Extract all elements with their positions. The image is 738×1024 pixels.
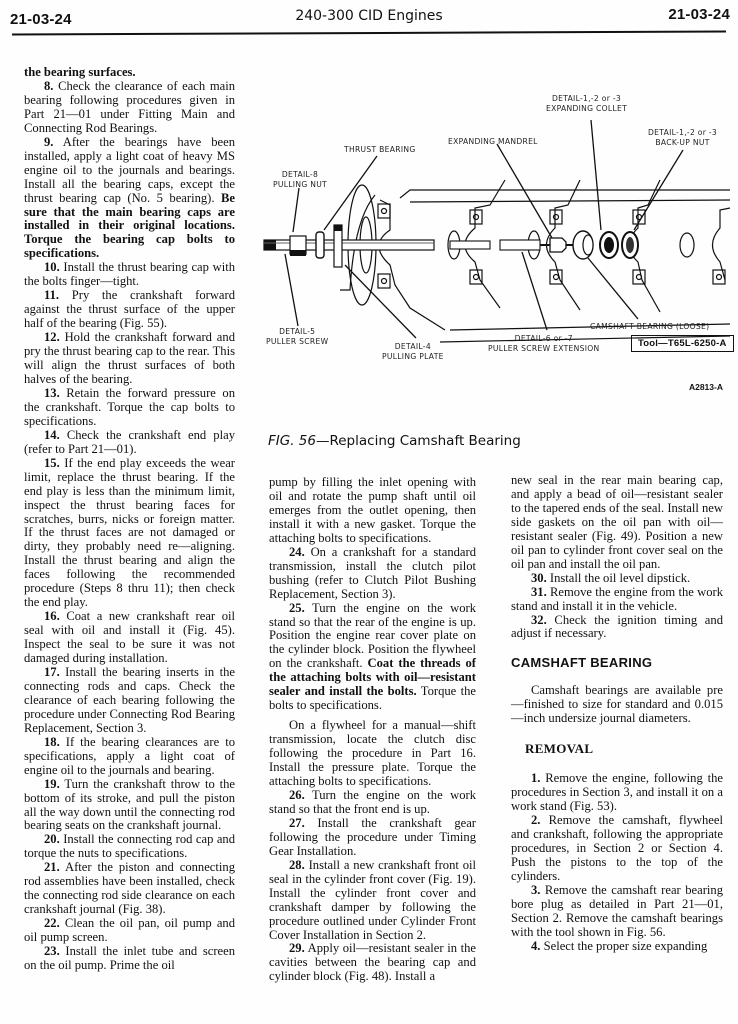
step-17	[24, 666, 235, 736]
step-text: Check the ignition timing and adjust if necessary.	[511, 612, 723, 641]
step-23	[24, 945, 235, 973]
label-line: DETAIL-1,-2 or -3	[551, 94, 622, 103]
step-number: 1.	[531, 771, 541, 786]
label-thrust-bearing: THRUST BEARING	[344, 145, 416, 154]
step-text: Remove the camshaft rear bearing bore plug as detailed in Part 21—01, Section 2. Remove the camshaft bearings with the tool shown in Fig. 56.	[511, 882, 723, 939]
step-text: Install the connecting rod cap and torque the nuts to specifications.	[24, 832, 235, 861]
text-column-2	[269, 476, 476, 984]
step-number: 31.	[531, 584, 547, 599]
step-number: 20.	[44, 832, 60, 847]
step-warning: Coat the threads of the attaching bolts with oil—resistant sealer and install the bolts.	[269, 656, 476, 699]
step-number: 19.	[44, 776, 60, 791]
label-pulling-plate	[382, 342, 444, 362]
label-puller-screw	[266, 327, 328, 347]
step-12	[24, 331, 235, 387]
step-number: 9.	[44, 134, 54, 149]
step-text: Turn the crankshaft throw to the bottom of its stroke, and pull the piston all the way down until the connecting rod bearing seats on the crankshaft journal.	[24, 776, 235, 833]
expanding-mandrel-part	[550, 238, 566, 252]
rear-bore-opening	[680, 233, 694, 257]
step-text: If the bearing clearances are to specifications, apply a light coat of engine oil to the journals and bearing.	[24, 734, 235, 777]
step-number: 17.	[44, 664, 60, 679]
step-number: 12.	[44, 330, 60, 345]
step-28	[269, 859, 476, 943]
paragraph-continued: pump by filling the inlet opening with oil and rotate the pump shaft until oil emerges from the outlet opening, then install it with a new gasket. Torque the attaching bolts to specifications.	[269, 475, 476, 545]
label-line: DETAIL-6 or -7	[514, 334, 573, 343]
step-number: 23.	[44, 944, 60, 959]
step-15	[24, 457, 235, 610]
step-13	[24, 387, 235, 429]
step-text: Retain the forward pressure on the crankshaft. Torque the cap bolts to specifications.	[24, 385, 235, 428]
section-heading-camshaft-bearing: CAMSHAFT BEARING	[511, 655, 653, 671]
step-text: If the end play exceeds the wear limit, replace the thrust bearing. If the end play is less than the minimum limit, inspect the thrust bearing faces for scratches, burrs, nicks or foreign matter. If the thrust faces are not damaged or dirty, they probably need re—aligning. Install the thrust bearing and align the faces following the recommended procedure (Steps 8 thru 11); then check the end play.	[24, 455, 235, 610]
step-text: Install the thrust bearing cap with the bolts finger—tight.	[24, 260, 235, 289]
step-text: Coat a new crankshaft rear oil seal with oil and install it (Fig. 45). Inspect the seal to be sure it was not damaged during installation.	[24, 609, 235, 666]
step-number: 13.	[44, 385, 60, 400]
step-9	[24, 136, 235, 262]
label-pulling-nut	[273, 170, 327, 190]
block-top-rail	[400, 190, 730, 198]
label-expanding-collet	[546, 94, 627, 114]
step-number: 27.	[289, 815, 305, 830]
step-text: Install the crankshaft gear following the procedure under Timing Gear Installation.	[269, 815, 476, 858]
label-line: BACK-UP NUT	[655, 138, 710, 147]
label-line: DETAIL-1,-2 or -3	[648, 128, 718, 137]
figure-number: FIG. 56	[268, 433, 316, 449]
label-line: DETAIL-5	[279, 327, 316, 336]
step-number: 2.	[531, 813, 541, 828]
paragraph-continued: new seal in the rear main bearing cap, and apply a bead of oil—resistant sealer to the tapered ends of the seal. Install new side gaskets on the oil pan with oil—resistant sealer (Fig. 49). Position a new oil pan to cylinder front cover seal on the oil pan and install the oil pan.	[511, 473, 723, 571]
step-number: 8.	[44, 78, 54, 93]
tool-number-box: Tool—T65L-6250-A	[631, 335, 734, 352]
step-number: 22.	[44, 916, 60, 931]
label-back-up-nut	[648, 128, 717, 148]
cap-bolt-1a	[378, 204, 390, 218]
step-21	[24, 861, 235, 917]
bearing-web-5	[713, 208, 731, 280]
label-line: PULLING PLATE	[382, 352, 444, 361]
step-number: 30.	[531, 570, 547, 585]
page-header	[0, 4, 738, 30]
camshaft-intro-paragraph: Camshaft bearings are available pre—finished to size for standard and 0.015—inch undersize journal diameters.	[511, 683, 723, 726]
figure-id: A2813-A	[688, 382, 723, 392]
label-expanding-mandrel: EXPANDING MANDREL	[448, 137, 538, 146]
step-number: 26.	[289, 787, 305, 802]
step-number: 15.	[44, 455, 60, 470]
figure-title: —Replacing Camshaft Bearing	[315, 433, 521, 449]
step-text: Install the inlet tube and screen on the oil pump. Prime the oil	[24, 944, 235, 972]
step-text: Check the clearance of each main bearing following procedures given in Part 21—01 under Fitting Main and Connecting Rod Bearings.	[24, 78, 235, 135]
figure-caption	[268, 433, 521, 449]
step-text: After the piston and connecting rod assemblies have been installed, check the connecting rod side clearance on each crankshaft journal (Fig. 38).	[24, 860, 235, 917]
step-10	[24, 261, 235, 289]
step-text: Check the crankshaft end play (refer to Part 21—01).	[24, 427, 235, 456]
puller-screw-shaft	[264, 240, 575, 250]
step-text: Remove the camshaft, flywheel and crankshaft, following the appropriate procedures, in Section 2 or Section 4. Push the pistons to the top of the cylinders.	[511, 813, 723, 883]
step-number: 21.	[44, 860, 60, 875]
step-text: Hold the crankshaft forward and pry the thrust bearing cap to the rear. This will align the thrust surfaces of both halves of the bearing.	[24, 330, 235, 386]
step-number: 18.	[44, 734, 60, 749]
step-text: After the bearings have been installed, apply a light coat of heavy MS engine oil to the journals and bearings. Install all the bearing caps, except the thrust bearing cap (No. 5 bearing).	[24, 134, 235, 205]
step-16	[24, 610, 235, 666]
step-number: 11.	[44, 288, 60, 303]
bold-text: the bearing surfaces.	[24, 65, 136, 79]
step-number: 32.	[531, 612, 547, 627]
step-20	[24, 833, 235, 861]
step-text: Select the proper size expanding	[540, 938, 708, 953]
step-number: 14.	[44, 427, 60, 442]
step-32	[511, 614, 723, 642]
thrust-bearing-part	[316, 232, 324, 258]
step-warning: Be sure that the main bearing caps are installed in their original locations. Torque the bearing cap bolts to specifications.	[24, 190, 235, 261]
step-8	[24, 80, 235, 136]
pulling-plate-part	[334, 225, 342, 267]
step-number: 28.	[289, 857, 305, 872]
step-text: Remove the engine, following the procedures in Section 3, and install it on a work stand (Fig. 53).	[511, 771, 723, 814]
label-line: DETAIL-4	[394, 342, 431, 351]
step-24	[269, 546, 476, 602]
step-text: Pry the crankshaft forward against the thrust surface of the upper half of the bearing (Fig. 55).	[24, 288, 235, 331]
step-number: 29.	[289, 941, 305, 956]
text-column-1	[24, 66, 235, 973]
step-number: 10.	[44, 260, 60, 275]
label-line: PULLING NUT	[273, 180, 327, 189]
step-14	[24, 429, 235, 457]
removal-step-2	[511, 814, 723, 884]
step-18	[24, 736, 235, 778]
step-text: Torque the bolts to specifications.	[269, 684, 476, 713]
step-number: 3.	[531, 882, 541, 897]
step-26	[269, 789, 476, 817]
label-line: EXPANDING COLLET	[546, 104, 628, 113]
step-text: Turn the engine on the work stand so that the front end is up.	[269, 787, 476, 816]
cap-bolt-1b	[378, 274, 390, 288]
label-camshaft-bearing-loose: CAMSHAFT BEARING (LOOSE)	[590, 322, 710, 331]
page-number-right: 21-03-24	[668, 6, 730, 23]
page-number-left: 21-03-24	[10, 11, 72, 28]
removal-step-1	[511, 772, 723, 814]
text-column-3	[511, 474, 723, 954]
step-number: 24.	[289, 544, 305, 559]
step-30	[511, 572, 723, 586]
step-25	[269, 602, 476, 714]
step-29	[269, 942, 476, 984]
paragraph-continued	[24, 66, 235, 80]
step-text: On a crankshaft for a standard transmission, install the clutch pilot bushing (refer to Clutch Pilot Bushing Replacement, Section 3).	[269, 544, 476, 601]
step-text: Apply oil—resistant sealer in the cavities between the bearing cap and cylinder block (Fig. 48). Install a	[269, 941, 476, 984]
removal-step-4	[511, 940, 723, 954]
step-text: Remove the engine from the work stand and install it in the vehicle.	[511, 584, 723, 613]
step-text: Install a new crankshaft front oil seal in the cylinder front cover (Fig. 19). Install the cylinder front cover and crankshaft damper by following the procedure outlined under Cylinder Front Cover Installation in Section 2.	[269, 857, 476, 942]
step-text: Turn the engine on the work stand so that the rear of the engine is up. Position the engine rear cover plate on the cylinder block. Position the flywheel on the crankshaft.	[269, 600, 476, 671]
step-number: 25.	[289, 600, 305, 615]
header-rule	[12, 30, 726, 35]
label-puller-screw-extension	[488, 334, 600, 354]
step-text: Install the oil level dipstick.	[546, 570, 691, 585]
step-text: Install the bearing inserts in the connecting rods and caps. Check the clearance of each bearing following the procedure under Connecting Rod Bearing Replacement, Section 3.	[24, 664, 235, 735]
step-31	[511, 586, 723, 614]
step-19	[24, 778, 235, 834]
step-22	[24, 917, 235, 945]
step-text: Clean the oil pan, oil pump and oil pump screen.	[24, 916, 235, 945]
figure-56-illustration	[250, 80, 738, 420]
label-line: PULLER SCREW	[266, 337, 329, 346]
step-27	[269, 817, 476, 859]
label-line: PULLER SCREW EXTENSION	[488, 344, 600, 353]
subheading-removal: REMOVAL	[525, 741, 594, 757]
removal-step-3	[511, 884, 723, 940]
step-number: 4.	[531, 938, 541, 953]
running-title: 240-300 CID Engines	[295, 8, 443, 24]
step-11	[24, 289, 235, 331]
flywheel-paragraph: On a flywheel for a manual—shift transmission, locate the clutch disc following the procedure in Part 16. Install the pressure plate. Torque the attaching bolts to specifications.	[269, 718, 476, 789]
label-line: DETAIL-8	[281, 170, 319, 179]
step-number: 16.	[44, 609, 60, 624]
